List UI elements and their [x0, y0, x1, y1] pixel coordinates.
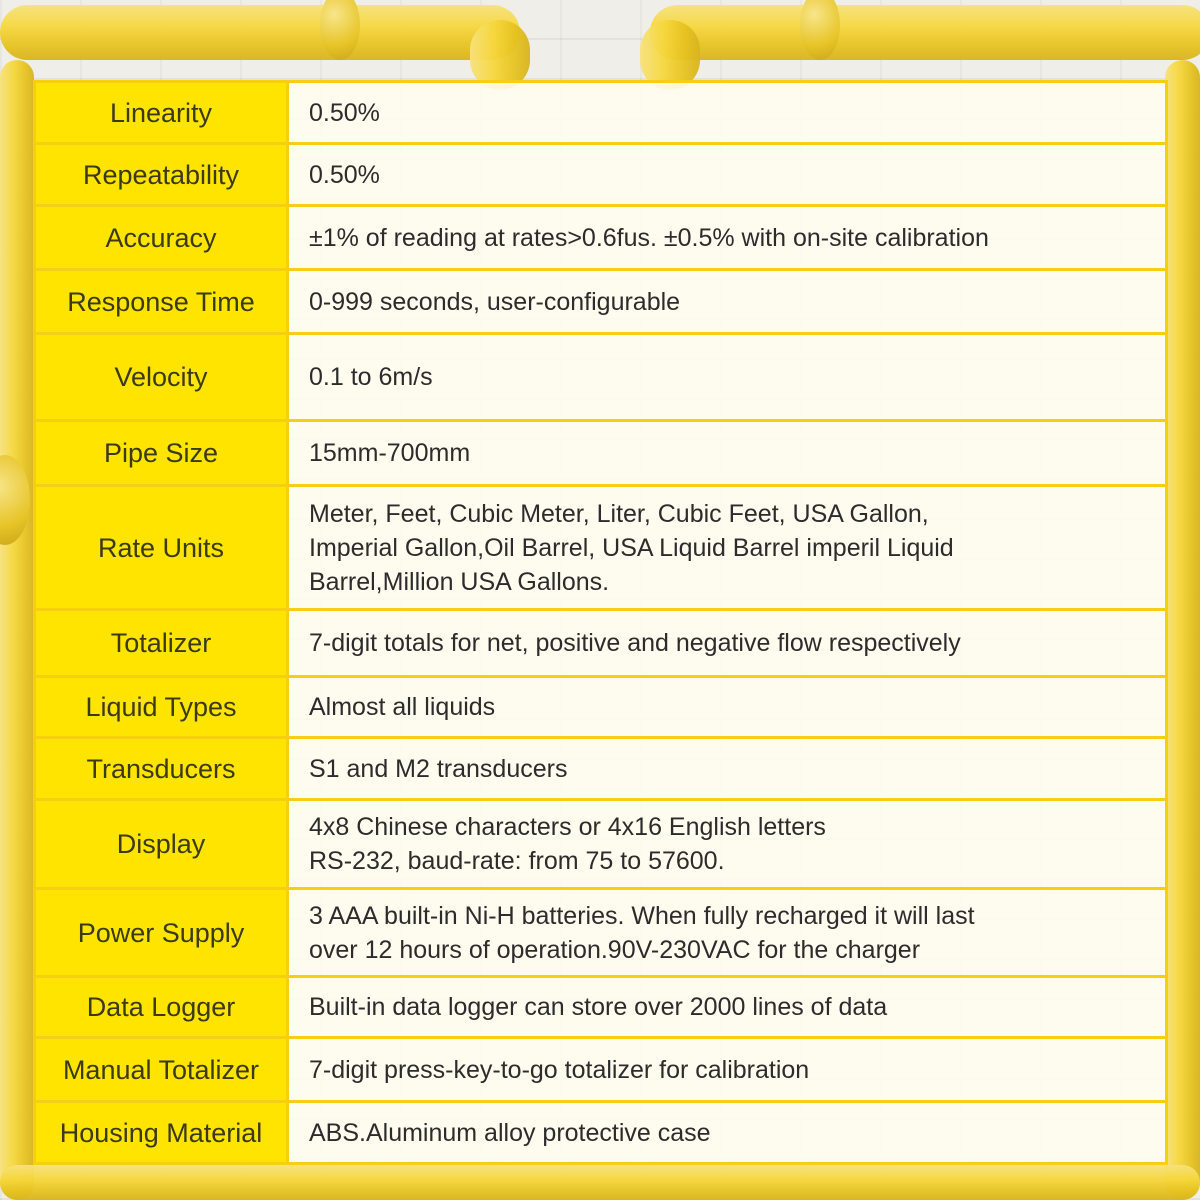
spec-value: 7-digit press-key-to-go totalizer for calibration	[288, 1038, 1167, 1102]
spec-label: Repeatability	[35, 144, 288, 206]
pipe-decoration	[0, 1165, 1200, 1200]
spec-value: 0.1 to 6m/s	[288, 334, 1167, 421]
spec-value: 4x8 Chinese characters or 4x16 English letters RS-232, baud-rate: from 75 to 57600.	[288, 800, 1167, 889]
spec-row-totalizer	[35, 610, 1167, 677]
spec-label: Liquid Types	[35, 677, 288, 738]
spec-value: ABS.Aluminum alloy protective case	[288, 1102, 1167, 1164]
pipe-decoration	[0, 60, 34, 1200]
spec-label: Manual Totalizer	[35, 1038, 288, 1102]
spec-row-pipe-size	[35, 421, 1167, 486]
spec-label: Accuracy	[35, 206, 288, 270]
spec-row-velocity	[35, 334, 1167, 421]
spec-value: 0.50%	[288, 82, 1167, 144]
spec-value: 15mm-700mm	[288, 421, 1167, 486]
spec-label: Linearity	[35, 82, 288, 144]
spec-row-display	[35, 800, 1167, 889]
spec-value: Built-in data logger can store over 2000 lines of data	[288, 977, 1167, 1038]
spec-value: 3 AAA built-in Ni-H batteries. When fully recharged it will last over 12 hours of operation.90V-230VAC for the charger	[288, 889, 1167, 977]
spec-value: 0.50%	[288, 144, 1167, 206]
spec-label: Power Supply	[35, 889, 288, 977]
pipe-decoration	[1165, 60, 1200, 1200]
spec-label: Data Logger	[35, 977, 288, 1038]
spec-label: Response Time	[35, 270, 288, 334]
spec-value: Almost all liquids	[288, 677, 1167, 738]
spec-row-manual-totalizer	[35, 1038, 1167, 1102]
spec-row-repeatability	[35, 144, 1167, 206]
spec-label: Velocity	[35, 334, 288, 421]
spec-row-housing-material	[35, 1102, 1167, 1164]
spec-value: ±1% of reading at rates>0.6fus. ±0.5% with on-site calibration	[288, 206, 1167, 270]
pipe-decoration	[0, 5, 520, 60]
specifications-table	[33, 80, 1168, 1165]
spec-value: S1 and M2 transducers	[288, 738, 1167, 800]
spec-row-linearity	[35, 82, 1167, 144]
spec-row-transducers	[35, 738, 1167, 800]
spec-row-data-logger	[35, 977, 1167, 1038]
spec-row-response-time	[35, 270, 1167, 334]
spec-value: 7-digit totals for net, positive and negative flow respectively	[288, 610, 1167, 677]
spec-label: Rate Units	[35, 486, 288, 610]
spec-label: Transducers	[35, 738, 288, 800]
spec-row-power-supply	[35, 889, 1167, 977]
spec-value: Meter, Feet, Cubic Meter, Liter, Cubic Feet, USA Gallon, Imperial Gallon,Oil Barrel, USA Liquid Barrel imperil Liquid Barrel,Million USA Gallons.	[288, 486, 1167, 610]
pipe-decoration	[650, 5, 1200, 60]
spec-label: Display	[35, 800, 288, 889]
spec-label: Housing Material	[35, 1102, 288, 1164]
spec-value: 0-999 seconds, user-configurable	[288, 270, 1167, 334]
spec-label: Totalizer	[35, 610, 288, 677]
spec-label: Pipe Size	[35, 421, 288, 486]
spec-row-liquid-types	[35, 677, 1167, 738]
spec-row-accuracy	[35, 206, 1167, 270]
spec-row-rate-units	[35, 486, 1167, 610]
